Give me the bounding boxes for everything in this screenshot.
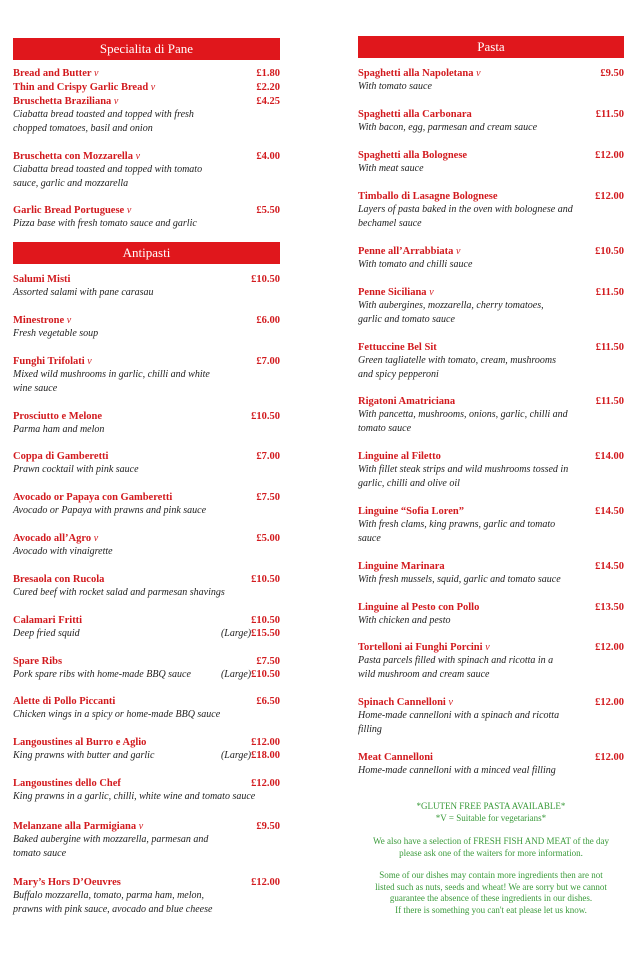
item-description-text: chopped tomatoes, basil and onion: [13, 122, 153, 134]
item-description-text: Avocado with vinaigrette: [13, 546, 113, 557]
item-price: £12.00: [595, 697, 624, 708]
item-description-text: and spicy pepperoni: [358, 368, 439, 380]
item-price: £10.50: [251, 411, 280, 422]
menu-item-header: [13, 573, 280, 586]
menu-item: [13, 655, 280, 682]
item-description: [358, 203, 624, 217]
menu-item-header: [13, 355, 280, 368]
item-description-text: Home-made cannelloni with a spinach and ricotta: [358, 710, 560, 721]
menu-item: [358, 601, 624, 628]
item-description-text: Mixed wild mushrooms in garlic, chilli and white: [13, 369, 210, 380]
item-description-text: With chicken and pesto: [358, 615, 451, 626]
item-price: £11.50: [595, 287, 624, 298]
menu-item: [13, 736, 280, 763]
item-price: £1.80: [256, 68, 280, 79]
item-price: £10.50: [251, 574, 280, 585]
item-description: [358, 422, 624, 436]
menu-item-header: [358, 286, 624, 299]
item-description: [358, 723, 624, 737]
menu-item: [358, 395, 624, 435]
item-name: Avocado or Papaya con Gamberetti: [13, 492, 173, 503]
item-name: Bresaola con Rucola: [13, 574, 105, 585]
menu-item: [13, 876, 280, 916]
large-price: £15.50: [251, 628, 280, 639]
menu-item: [358, 696, 624, 736]
menu-item: [358, 108, 624, 135]
item-description: [358, 258, 624, 272]
item-description-text: Pork spare ribs with home-made BBQ sauce: [13, 669, 191, 680]
item-description: [358, 518, 624, 532]
item-description: [13, 327, 280, 341]
menu-item: [358, 341, 624, 381]
menu-item-header: [13, 410, 280, 423]
item-description: [13, 217, 280, 231]
item-name: Bread and Butter: [13, 68, 92, 79]
item-description-text: Layers of pasta baked in the oven with bolognese and: [358, 204, 573, 215]
item-description-text: Fresh vegetable soup: [13, 328, 99, 339]
item-description-text: With tomato and chilli sauce: [358, 259, 473, 270]
item-description-text: wine sauce: [13, 382, 58, 394]
item-price: £12.00: [251, 737, 280, 748]
item-description-text: With meat sauce: [358, 163, 424, 174]
item-description-text: tomato sauce: [13, 847, 67, 859]
item-name: Garlic Bread Portuguese: [13, 205, 125, 216]
item-description-text: sauce: [358, 532, 381, 544]
item-price: £9.50: [256, 821, 280, 832]
item-name: Minestrone: [13, 315, 65, 326]
item-price: £9.50: [600, 68, 624, 79]
menu-item-header: [13, 314, 280, 327]
vegetarian-mark: v: [150, 82, 156, 93]
menu-item: [358, 245, 624, 272]
vegetarian-mark: v: [485, 642, 490, 653]
item-name: Calamari Fritti: [13, 615, 83, 626]
item-description-text: Ciabatta bread toasted and topped with tomato: [13, 164, 203, 175]
menu-item: [13, 81, 280, 94]
menu-item-header: [13, 777, 280, 790]
item-description: [358, 614, 624, 628]
large-portion: [221, 668, 280, 682]
item-name: Meat Cannelloni: [358, 752, 433, 763]
vegetarian-mark: v: [66, 315, 72, 326]
large-price: £18.00: [251, 750, 280, 761]
menu-item-header: [358, 190, 624, 203]
item-description: [13, 423, 280, 437]
item-price: £7.00: [256, 451, 280, 462]
item-price: £4.25: [256, 96, 280, 107]
menu-item-header: [13, 450, 280, 463]
item-description-text: Pasta parcels filled with spinach and ricotta in a: [358, 655, 554, 666]
item-description-text: Avocado or Papaya with prawns and pink sauce: [13, 505, 207, 516]
item-description-text: filling: [358, 723, 382, 735]
menu-item-header: [358, 560, 624, 573]
menu-item: [358, 67, 624, 94]
item-description: [358, 354, 624, 368]
item-price: £12.00: [595, 642, 624, 653]
item-description-text: Cured beef with rocket salad and parmesan shavings: [13, 587, 225, 598]
item-price: £14.00: [595, 451, 624, 462]
menu-item-header: [358, 245, 624, 258]
menu-item-header: [13, 491, 280, 504]
item-description: [13, 790, 280, 804]
item-name: Spare Ribs: [13, 656, 63, 667]
item-description: [13, 833, 280, 847]
item-description: [358, 217, 624, 231]
item-price: £11.50: [595, 109, 624, 120]
item-description-text: garlic and tomato sauce: [358, 313, 455, 325]
menu-item-header: [13, 532, 280, 545]
item-price: £12.00: [595, 752, 624, 763]
item-name: Tortelloni ai Funghi Porcini: [358, 642, 483, 653]
item-description: [13, 163, 280, 177]
item-description-text: King prawns in a garlic, chilli, white wine and tomato sauce: [13, 791, 256, 802]
item-description: [13, 627, 280, 641]
menu-item: [13, 573, 280, 600]
item-name: Langoustines dello Chef: [13, 778, 121, 789]
item-description: [13, 463, 280, 477]
menu-item: [358, 149, 624, 176]
item-price: £14.50: [595, 506, 624, 517]
item-description: [13, 368, 280, 382]
menu-item: [13, 67, 280, 80]
menu-item-header: [358, 149, 624, 162]
item-description-text: Green tagliatelle with tomato, cream, mushrooms: [358, 355, 557, 366]
menu-item-header: [13, 95, 280, 108]
menu-item-header: [13, 81, 280, 94]
item-description-text: Chicken wings in a spicy or home-made BBQ sauce: [13, 709, 221, 720]
item-description-text: Pizza base with fresh tomato sauce and garlic: [13, 218, 197, 229]
menu-item: [13, 491, 280, 518]
menu-item: [358, 641, 624, 681]
vegetarian-note: *V = Suitable for vegetarians*: [435, 812, 547, 823]
item-description: [13, 586, 280, 600]
vegetarian-mark: v: [113, 96, 119, 107]
item-price: £10.50: [251, 274, 280, 285]
item-price: £12.00: [251, 877, 280, 888]
item-description: [13, 708, 280, 722]
item-description: [13, 668, 280, 682]
item-name: Coppa di Gamberetti: [13, 451, 109, 462]
menu-item-header: [358, 641, 624, 654]
item-description-text: Prawn cocktail with pink sauce: [13, 464, 139, 475]
item-description-text: Assorted salami with pane carasau: [13, 287, 154, 298]
item-name: Alette di Pollo Piccanti: [13, 696, 116, 707]
item-name: Linguine al Pesto con Pollo: [358, 602, 480, 613]
item-price: £7.50: [256, 656, 280, 667]
large-label: (Large): [220, 669, 252, 680]
menu-item: [358, 286, 624, 326]
item-description: [13, 847, 280, 861]
item-name: Timballo di Lasagne Bolognese: [358, 191, 498, 202]
item-price: £12.00: [251, 778, 280, 789]
menu-item-header: [358, 108, 624, 121]
item-description-text: sauce, garlic and mozzarella: [13, 177, 129, 189]
menu-item: [13, 204, 280, 231]
menu-item-header: [358, 696, 624, 709]
item-price: £14.50: [595, 561, 624, 572]
item-description: [13, 749, 280, 763]
item-price: £11.50: [595, 342, 624, 353]
menu-item: [13, 532, 280, 559]
section-header: Specialita di Pane: [13, 38, 280, 60]
item-description: [358, 121, 624, 135]
large-label: (Large): [220, 750, 252, 761]
large-portion: [221, 749, 280, 763]
allergy-note: Some of our dishes may contain more ingredients then are not listed such as nuts, seeds and wheat! We are sorry but we cannot guarantee the absence of these ingredients in our dishes. If there is something you can't eat please let us know.: [375, 870, 607, 915]
item-description-text: Home-made cannelloni with a minced veal filling: [358, 765, 556, 776]
item-name: Spaghetti alla Bolognese: [358, 150, 468, 161]
item-description: [13, 903, 280, 917]
item-description-text: With fresh mussels, squid, garlic and tomato sauce: [358, 574, 561, 585]
menu-item: [13, 410, 280, 437]
item-name: Fettuccine Bel Sit: [358, 342, 437, 353]
vegetarian-mark: v: [93, 533, 99, 544]
item-description-text: Parma ham and melon: [13, 424, 105, 435]
item-name: Spaghetti alla Napoletana: [358, 68, 474, 79]
item-description-text: With bacon, egg, parmesan and cream sauce: [358, 122, 538, 133]
item-name: Langoustines al Burro e Aglio: [13, 737, 147, 748]
menu-item-header: [358, 601, 624, 614]
vegetarian-mark: v: [429, 287, 434, 298]
menu-item-header: [13, 736, 280, 749]
menu-item: [13, 150, 280, 190]
menu-item: [13, 614, 280, 641]
vegetarian-mark: v: [448, 697, 453, 708]
item-name: Bruschetta Braziliana: [13, 96, 112, 107]
large-label: (Large): [220, 628, 252, 639]
item-description: [13, 545, 280, 559]
item-description-text: Buffalo mozzarella, tomato, parma ham, melon,: [13, 890, 205, 901]
item-price: £12.00: [595, 191, 624, 202]
item-price: £2.20: [256, 82, 280, 93]
item-description-text: King prawns with butter and garlic: [13, 750, 155, 761]
item-price: £4.00: [256, 151, 280, 162]
item-description-text: Baked aubergine with mozzarella, parmesan and: [13, 834, 209, 845]
item-name: Mary’s Hors D’Oeuvres: [13, 877, 121, 888]
menu-item-header: [13, 204, 280, 217]
item-description: [358, 764, 624, 778]
menu-item-header: [13, 67, 280, 80]
menu-item: [13, 777, 280, 804]
item-description: [358, 313, 624, 327]
item-description-text: With tomato sauce: [358, 81, 432, 92]
item-price: £11.50: [595, 396, 624, 407]
item-description-text: Ciabatta bread toasted and topped with fresh: [13, 109, 194, 120]
item-description: [358, 463, 624, 477]
item-description: [358, 654, 624, 668]
menu-item: [358, 751, 624, 778]
item-description-text: With fresh clams, king prawns, garlic and tomato: [358, 519, 556, 530]
item-description: [358, 573, 624, 587]
item-description-text: bechamel sauce: [358, 217, 422, 229]
menu-item: [13, 273, 280, 300]
menu-item-header: [358, 395, 624, 408]
menu-item-header: [358, 751, 624, 764]
item-price: £6.50: [256, 696, 280, 707]
item-description: [13, 108, 280, 122]
menu-item: [13, 820, 280, 860]
item-name: Melanzane alla Parmigiana: [13, 821, 137, 832]
item-description: [358, 368, 624, 382]
vegetarian-mark: v: [138, 821, 144, 832]
item-name: Prosciutto e Melone: [13, 411, 103, 422]
item-price: £13.50: [595, 602, 624, 613]
item-price: £7.50: [256, 492, 280, 503]
menu-item-header: [13, 150, 280, 163]
large-price: £10.50: [251, 669, 280, 680]
item-name: Avocado all’Agro: [13, 533, 92, 544]
menu-item: [358, 450, 624, 490]
item-description: [358, 532, 624, 546]
item-description: [358, 668, 624, 682]
menu-item: [13, 314, 280, 341]
item-description: [13, 177, 280, 191]
menu-item-header: [358, 341, 624, 354]
item-description: [13, 382, 280, 396]
large-portion: [221, 627, 280, 641]
fresh-note: We also have a selection of FRESH FISH AND MEAT of the day please ask one of the waiters for more information.: [372, 836, 610, 858]
item-price: £5.50: [256, 205, 280, 216]
item-description: [358, 299, 624, 313]
item-description-text: With fillet steak strips and wild mushrooms tossed in: [358, 464, 569, 475]
section-header: Antipasti: [13, 242, 280, 264]
menu-item-header: [358, 450, 624, 463]
menu-item: [358, 505, 624, 545]
menu-item: [13, 695, 280, 722]
item-name: Funghi Trifolati: [13, 356, 85, 367]
item-description-text: wild mushroom and cream sauce: [358, 668, 490, 680]
item-description: [358, 80, 624, 94]
menu-item: [13, 450, 280, 477]
menu-item-header: [13, 655, 280, 668]
menu-item-header: [13, 820, 280, 833]
item-description: [358, 408, 624, 422]
item-description: [13, 286, 280, 300]
menu-item-header: [13, 614, 280, 627]
section-header: Pasta: [358, 36, 624, 58]
menu-item-header: [358, 67, 624, 80]
menu-item: [13, 95, 280, 135]
item-description-text: With pancetta, mushrooms, onions, garlic, chilli and: [358, 409, 568, 420]
item-name: Linguine al Filetto: [358, 451, 441, 462]
menu-notes: [358, 801, 624, 916]
item-description-text: With aubergines, mozzarella, cherry tomatoes,: [358, 300, 544, 311]
menu-item: [358, 190, 624, 230]
item-name: Bruschetta con Mozzarella: [13, 151, 133, 162]
menu-item-header: [13, 273, 280, 286]
item-description-text: prawns with pink sauce, avocado and blue cheese: [13, 903, 213, 915]
item-name: Penne all’Arrabbiata: [358, 246, 454, 257]
item-description: [13, 122, 280, 136]
item-description: [13, 889, 280, 903]
item-name: Thin and Crispy Garlic Bread: [13, 82, 149, 93]
item-name: Penne Siciliana: [358, 287, 427, 298]
item-price: £7.00: [256, 356, 280, 367]
item-name: Rigatoni Amatriciana: [358, 396, 456, 407]
menu-item-header: [13, 876, 280, 889]
item-price: £10.50: [595, 246, 624, 257]
menu-item-header: [358, 505, 624, 518]
menu-item: [13, 355, 280, 395]
item-description-text: tomato sauce: [358, 422, 412, 434]
vegetarian-mark: v: [126, 205, 132, 216]
item-price: £6.00: [256, 315, 280, 326]
item-name: Linguine Marinara: [358, 561, 445, 572]
item-description: [358, 477, 624, 491]
vegetarian-mark: v: [87, 356, 92, 367]
item-description-text: Deep fried squid: [13, 628, 80, 639]
item-description-text: garlic, chilli and olive oil: [358, 477, 460, 489]
item-price: £12.00: [595, 150, 624, 161]
item-description: [13, 504, 280, 518]
vegetarian-mark: v: [476, 68, 481, 79]
item-name: Spaghetti alla Carbonara: [358, 109, 472, 120]
item-description: [358, 162, 624, 176]
item-description: [358, 709, 624, 723]
item-name: Spinach Cannelloni: [358, 697, 446, 708]
vegetarian-mark: v: [135, 151, 141, 162]
item-price: £10.50: [251, 615, 280, 626]
item-name: Linguine “Sofia Loren”: [358, 506, 464, 517]
menu-item: [358, 560, 624, 587]
vegetarian-mark: v: [94, 68, 99, 79]
vegetarian-mark: v: [456, 246, 461, 257]
gluten-free-note: *GLUTEN FREE PASTA AVAILABLE*: [416, 801, 566, 811]
item-name: Salumi Misti: [13, 274, 71, 285]
item-price: £5.00: [256, 533, 280, 544]
menu-item-header: [13, 695, 280, 708]
